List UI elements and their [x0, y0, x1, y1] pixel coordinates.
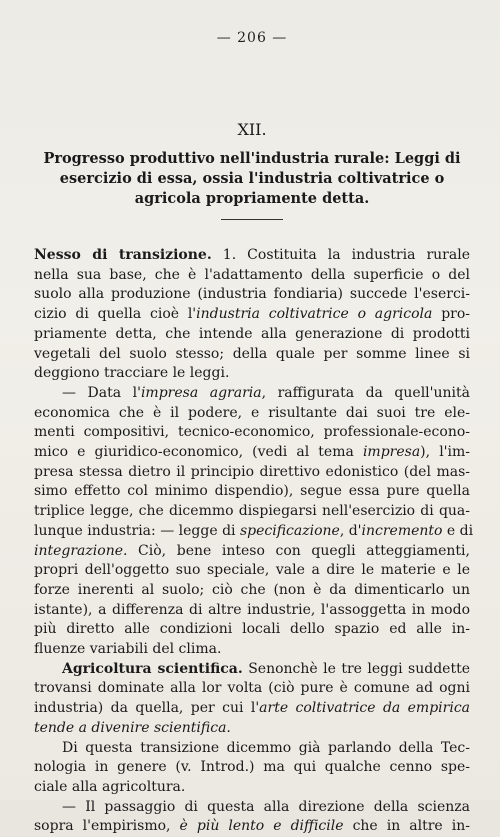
- p2-line-3: menti compositivi, tecnico-economico, professionale-econo-: [34, 424, 470, 441]
- p1-line-1: Nesso di transizione. 1. Costituita la industria rurale: [34, 247, 470, 263]
- p2-line-7: triplice legge, che dicemmo dispiegarsi nell'esercizio di qua-: [34, 503, 470, 520]
- p1-line-3: suolo alla produzione (industria fondiaria) succede l'eserci-: [34, 286, 470, 303]
- p4-line-1: Di questa transizione dicemmo già parlando della Tec-: [62, 739, 470, 756]
- chapter-number: XII.: [237, 120, 267, 139]
- chapter-title: [34, 149, 470, 209]
- p3-line-2: trovansi dominate alla lor volta (ciò pure è comune ad ogni: [34, 680, 470, 697]
- p1-heading: Nesso di transizione.: [34, 247, 212, 263]
- p4-line-2: nologia in genere (v. Introd.) ma qui qualche cenno spe-: [34, 759, 470, 776]
- p2-line-13: più diretto alle condizioni locali dello spazio ed alle in-: [34, 621, 470, 638]
- p2-line-6: simo effetto col minimo dispendio), segue essa pure quella: [34, 483, 470, 500]
- p1-line-6: vegetali del suolo stesso; della quale per somme linee si: [34, 345, 470, 362]
- p1-line-5: priamente detta, che intende alla generazione di prodotti: [34, 325, 470, 342]
- p3-line-4: tende a divenire scientifica.: [34, 719, 231, 736]
- p2-line-4: mico e giuridico-economico, (vedi al tema impresa), l'im-: [34, 444, 470, 461]
- p3-line-1: Agricoltura scientifica. Senonchè le tre leggi suddette: [62, 660, 470, 677]
- p4-line-3: ciale alla agricoltura.: [34, 778, 186, 795]
- p2-line-12: istante), a differenza di altre industrie, l'assoggetta in modo: [34, 601, 470, 618]
- page-number: — 206 —: [216, 30, 288, 46]
- p5-line-1: — Il passaggio di questa alla direzione della scienza: [62, 798, 470, 815]
- body-text: [34, 246, 474, 837]
- p2-line-11: forze inerenti al suolo; ciò che (non è da dimenticarlo un: [34, 581, 470, 598]
- p2-line-10: propri dell'oggetto suo speciale, vale a dire le materie e le: [34, 562, 470, 579]
- p2-line-9: integrazione. Ciò, bene inteso con quegli atteggiamenti,: [34, 542, 470, 559]
- p3-line-3: industria) da quella, per cui l'arte coltivatrice da empirica: [34, 700, 471, 717]
- p5-line-2: sopra l'empirismo, è più lento e difficile che in altre in-: [34, 818, 470, 835]
- title-divider: [221, 219, 283, 220]
- p1-line-4: cizio di quella cioè l'industria coltivatrice o agricola pro-: [34, 306, 471, 323]
- p2-line-8: lunque industria: — legge di specificazione, d'incremento e di: [34, 522, 474, 539]
- p2-line-1: — Data l'impresa agraria, raffigurata da quell'unità: [62, 384, 470, 401]
- p2-line-14: fluenze variabili del clima.: [34, 641, 222, 658]
- title-line-1: Progresso produttivo nell'industria rurale: Leggi di: [43, 150, 461, 167]
- p1-line-7: deggiono tracciare le leggi.: [34, 365, 230, 382]
- p2-line-5: presa stessa dietro il principio direttivo edonistico (del mas-: [34, 463, 470, 480]
- p2-line-2: economica che è il podere, e risultante dai suoi tre ele-: [34, 404, 470, 421]
- title-line-2: esercizio di essa, ossia l'industria coltivatrice o: [59, 170, 445, 187]
- title-line-3: agricola propriamente detta.: [134, 190, 370, 207]
- p1-line-2: nella sua base, che è l'adattamento della superficie o del: [34, 266, 470, 283]
- p3-heading: Agricoltura scientifica.: [62, 660, 243, 677]
